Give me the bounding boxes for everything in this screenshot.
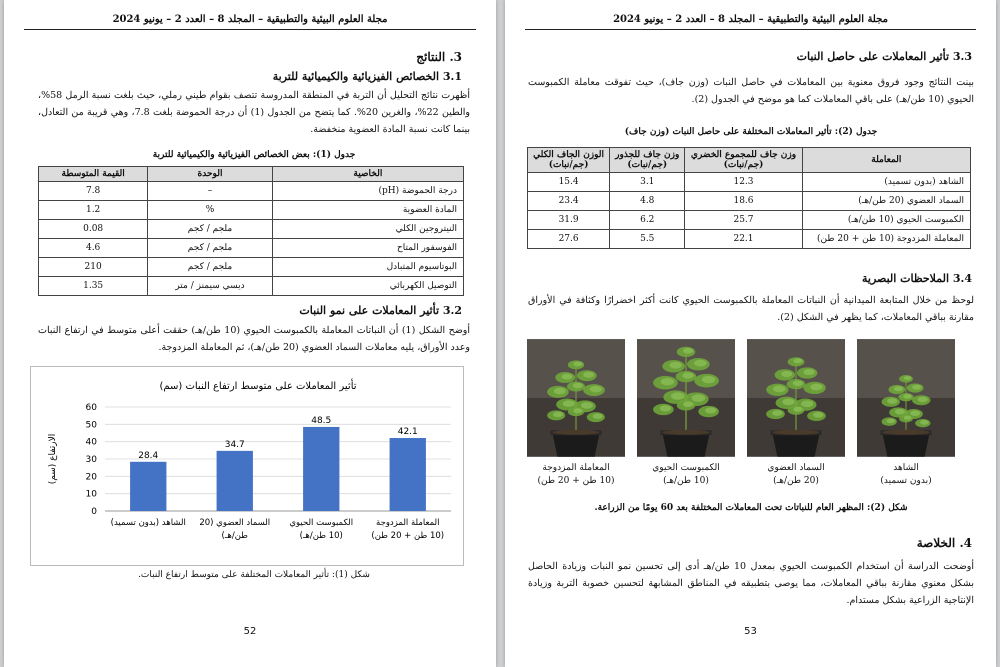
section-number: 4. bbox=[959, 536, 972, 550]
table-cell: 1.35 bbox=[39, 277, 148, 296]
table-cell: ديسي سيمنز / متر bbox=[148, 277, 272, 296]
table-cell: 7.8 bbox=[39, 182, 148, 201]
table-row bbox=[528, 211, 971, 230]
bar bbox=[217, 451, 253, 511]
table-2-caption: جدول (2): تأثير المعاملات المختلفة على حاصل النبات (وزن جاف) bbox=[624, 127, 878, 137]
caption-line: (20 طن/هـ) bbox=[773, 476, 819, 486]
bar-value-label: 48.5 bbox=[311, 415, 332, 426]
x-tick-label: (10 طن/هـ) bbox=[299, 531, 343, 541]
table-cell: 18.6 bbox=[685, 192, 802, 211]
table-cell: 23.4 bbox=[528, 192, 610, 211]
section-number: 3.2 bbox=[442, 304, 462, 317]
page-53 bbox=[505, 0, 996, 667]
y-tick-label: 50 bbox=[85, 420, 97, 431]
table-row bbox=[39, 258, 464, 277]
section-4-heading bbox=[917, 536, 972, 550]
journal-header: مجلة العلوم البيئية والتطبيقية – المجلد 8 – العدد 2 – يونيو 2024 bbox=[525, 14, 976, 30]
section-title: الخلاصة bbox=[916, 536, 956, 550]
caption-line: الشاهد bbox=[893, 463, 919, 473]
bar-value-label: 34.7 bbox=[224, 439, 245, 450]
table-row bbox=[528, 173, 971, 192]
x-tick-label: الكمبوست الحيوي bbox=[289, 518, 354, 528]
bar-chart bbox=[31, 367, 463, 565]
table-cell: السماد العضوي (20 طن/هـ) bbox=[802, 192, 970, 211]
table-header-cell bbox=[528, 148, 610, 173]
caption-line: (10 طن/هـ) bbox=[663, 476, 709, 486]
table-cell: % bbox=[148, 201, 272, 220]
header-unit: (جم/نبات) bbox=[723, 160, 764, 170]
table-cell: 6.2 bbox=[610, 211, 685, 230]
table-header-cell bbox=[802, 148, 970, 173]
figure-1-chart-frame bbox=[30, 366, 464, 566]
table-header-cell bbox=[685, 148, 802, 173]
section-3-1-heading bbox=[273, 70, 462, 83]
y-tick-label: 20 bbox=[85, 472, 97, 483]
section-title: الخصائص الفيزيائية والكيميائية للتربة bbox=[272, 70, 440, 83]
table-header-cell bbox=[610, 148, 685, 173]
table-cell: المادة العضوية bbox=[272, 201, 463, 220]
x-tick-label: (10 طن + 20 طن) bbox=[371, 531, 445, 541]
plant-photo-caption bbox=[637, 462, 735, 488]
caption-line: (10 طن + 20 طن) bbox=[537, 476, 615, 486]
header-line: الوزن الجاف الكلي bbox=[533, 150, 605, 160]
bar bbox=[130, 462, 166, 511]
table-1-caption: جدول (1): بعض الخصائص الفيزيائية والكيميائية للتربة bbox=[152, 150, 356, 160]
table-row bbox=[39, 201, 464, 220]
x-tick-label: المعاملة المزدوجة bbox=[376, 518, 440, 528]
table-row bbox=[39, 277, 464, 296]
y-tick-label: 10 bbox=[85, 489, 97, 500]
journal-header: مجلة العلوم البيئية والتطبيقية – المجلد 8 – العدد 2 – يونيو 2024 bbox=[24, 14, 476, 30]
table-header-cell: الوحدة bbox=[148, 167, 272, 182]
table-header-row bbox=[39, 167, 464, 182]
caption-line: المعاملة المزدوجة bbox=[542, 463, 610, 473]
table-cell: 1.2 bbox=[39, 201, 148, 220]
header-unit: (جم/نبات) bbox=[627, 160, 668, 170]
plant-photo bbox=[527, 338, 625, 458]
figure-1-caption: شكل (1): تأثير المعاملات المختلفة على متوسط ارتفاع النبات. bbox=[138, 570, 370, 580]
table-header-cell: القيمة المتوسطة bbox=[39, 167, 148, 182]
table-cell: المعاملة المزدوجة (10 طن + 20 طن) bbox=[802, 230, 970, 249]
section-title: تأثير المعاملات على حاصل النبات bbox=[796, 50, 950, 63]
table-cell: 210 bbox=[39, 258, 148, 277]
x-tick-label: الشاهد (بدون تسميد) bbox=[110, 518, 186, 528]
x-tick-label: طن/هـ) bbox=[221, 531, 248, 541]
table-row bbox=[39, 239, 464, 258]
section-title: النتائج bbox=[416, 50, 446, 64]
chart-title: تأثير المعاملات على متوسط ارتفاع النبات (سم) bbox=[159, 381, 357, 392]
table-cell: 4.8 bbox=[610, 192, 685, 211]
table-row bbox=[528, 230, 971, 249]
section-number: 3.4 bbox=[952, 272, 972, 285]
table-cell: النيتروجين الكلي bbox=[272, 220, 463, 239]
header-unit: (جم/نبات) bbox=[548, 160, 589, 170]
header-line: وزن جاف للمجموع الخضري bbox=[690, 150, 797, 160]
section-number: 3.1 bbox=[442, 70, 462, 83]
table-cell: الكمبوست الحيوي (10 طن/هـ) bbox=[802, 211, 970, 230]
table-cell: 5.5 bbox=[610, 230, 685, 249]
table-cell: 25.7 bbox=[685, 211, 802, 230]
caption-line: الكمبوست الحيوي bbox=[652, 463, 720, 473]
figure-2-caption: شكل (2): المظهر العام للنباتات تحت المعاملات المختلفة بعد 60 يومًا من الزراعة. bbox=[594, 503, 908, 513]
table-cell: ملجم / كجم bbox=[148, 239, 272, 258]
table-2 bbox=[527, 147, 971, 249]
section-3-2-paragraph: أوضح الشكل (1) أن النباتات المعاملة بالكمبوست الحيوي (10 طن/هـ) حققت أعلى متوسط في ارتفاع النبات وعدد الأوراق، يليه معاملات السماد العضوي (20 طن/هـ)، ثم المعاملة المزدوجة. bbox=[38, 325, 471, 353]
table-cell: 15.4 bbox=[528, 173, 610, 192]
caption-line: السماد العضوي bbox=[767, 463, 825, 473]
table-cell: – bbox=[148, 182, 272, 201]
y-tick-label: 40 bbox=[85, 437, 97, 448]
y-tick-label: 60 bbox=[85, 403, 97, 413]
table-cell: الشاهد (بدون تسميد) bbox=[802, 173, 970, 192]
plant-photo bbox=[637, 338, 735, 458]
table-cell: الفوسفور المتاح bbox=[272, 239, 463, 258]
plant-photo bbox=[747, 338, 845, 458]
table-row bbox=[39, 220, 464, 239]
header-line: المعاملة bbox=[871, 155, 902, 165]
section-3-2-heading bbox=[299, 304, 462, 317]
table-1 bbox=[38, 166, 464, 296]
table-cell: درجة الحموضة (pH) bbox=[272, 182, 463, 201]
section-number: 3.3 bbox=[952, 50, 972, 63]
page-52 bbox=[4, 0, 496, 667]
table-cell: 0.08 bbox=[39, 220, 148, 239]
section-3-heading bbox=[416, 50, 462, 64]
table-cell: 27.6 bbox=[528, 230, 610, 249]
table-row bbox=[528, 192, 971, 211]
plant-photo-caption bbox=[747, 462, 845, 488]
y-axis-label: الارتفاع (سم) bbox=[48, 433, 58, 485]
bar-value-label: 28.4 bbox=[138, 450, 159, 461]
section-number: 3. bbox=[449, 50, 462, 64]
bar-value-label: 42.1 bbox=[397, 427, 418, 438]
table-cell: 3.1 bbox=[610, 173, 685, 192]
table-cell: التوصيل الكهربائي bbox=[272, 277, 463, 296]
section-title: تأثير المعاملات على نمو النبات bbox=[299, 304, 440, 317]
table-cell: ملجم / كجم bbox=[148, 258, 272, 277]
section-3-4-heading bbox=[862, 272, 972, 285]
table-header-cell: الخاصية bbox=[272, 167, 463, 182]
table-cell: 4.6 bbox=[39, 239, 148, 258]
table-row bbox=[39, 182, 464, 201]
table-cell: 12.3 bbox=[685, 173, 802, 192]
bar bbox=[390, 438, 426, 511]
section-4-paragraph: أوضحت الدراسة أن استخدام الكمبوست الحيوي بمعدل 10 طن/هـ أدى إلى تحسين نمو النبات وزيادة الحاصل بشكل معنوي مقارنة بباقي المعاملات، مما يوصى بتطبيقه في المناطق المشابهة لتحسين خصوبة التربة وزيادة الإنتاجية الزراعية بشكل مستدام. bbox=[528, 561, 974, 606]
table-header-row bbox=[528, 148, 971, 173]
section-title: الملاحظات البصرية bbox=[862, 272, 950, 285]
section-3-3-paragraph: بينت النتائج وجود فروق معنوية بين المعاملات في حاصل النبات (وزن جاف)، حيث تفوقت معاملة الكمبوست الحيوي (10 طن/هـ) على باقي المعاملات كما هو موضح في الجدول (2). bbox=[528, 77, 974, 105]
section-3-3-heading bbox=[797, 50, 972, 63]
table-cell: ملجم / كجم bbox=[148, 220, 272, 239]
caption-line: (بدون تسميد) bbox=[880, 476, 932, 486]
page-number: 53 bbox=[744, 626, 757, 637]
table-cell: 31.9 bbox=[528, 211, 610, 230]
header-line: وزن جاف للجذور bbox=[615, 150, 680, 160]
plant-photo-caption bbox=[527, 462, 625, 488]
page-number: 52 bbox=[243, 626, 257, 637]
bar bbox=[303, 427, 339, 511]
section-3-1-paragraph: أظهرت نتائج التحليل أن التربة في المنطقة المدروسة تتصف بقوام طيني رملي، حيث بلغت نسبة الرمل 58%، والطين 22%، والغرين 20%. كما يتضح من الجدول (1) أن درجة الحموضة بلغت 7.8، وهي قريبة من التعادل، بينما كانت نسبة المادة العضوية منخفضة. bbox=[38, 90, 470, 135]
section-3-4-paragraph: لوحظ من خلال المتابعة الميدانية أن النباتات المعاملة بالكمبوست الحيوي كانت أكثر اخضرارًا وكثافة في الأوراق مقارنة بباقي المعاملات، كما يظهر في الشكل (2). bbox=[528, 295, 974, 323]
x-tick-label: السماد العضوي (20 bbox=[199, 518, 271, 528]
plant-photo-caption bbox=[857, 462, 955, 488]
table-cell: البوتاسيوم المتبادل bbox=[272, 258, 463, 277]
table-cell: 22.1 bbox=[685, 230, 802, 249]
plant-photo bbox=[857, 338, 955, 458]
y-tick-label: 0 bbox=[91, 507, 97, 517]
y-tick-label: 30 bbox=[85, 455, 97, 465]
